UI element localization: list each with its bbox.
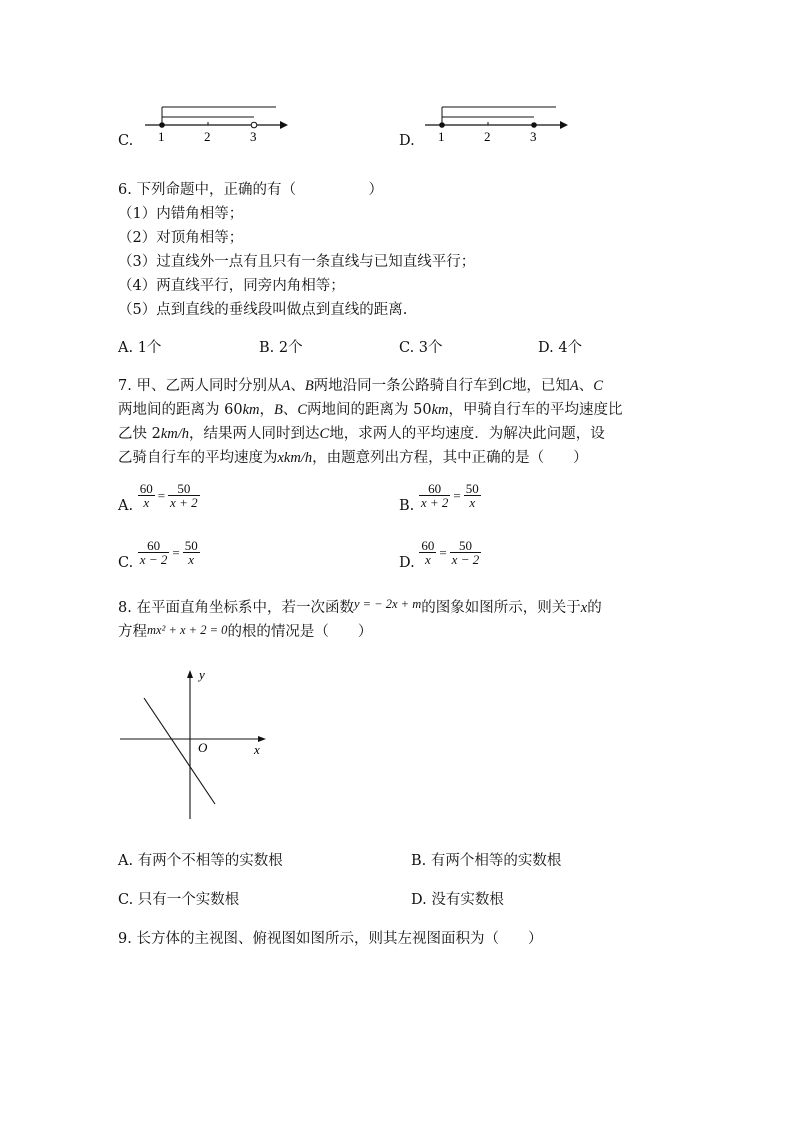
tick-label: 1 bbox=[438, 129, 445, 144]
q6-option-c: C. 3个 bbox=[399, 340, 443, 356]
x-axis-label: x bbox=[254, 742, 260, 757]
q6-item-1: （1）内错角相等； bbox=[118, 206, 244, 222]
q8-line-2: 方程mx² + x + 2 = 0的根的情况是（ ） bbox=[118, 623, 373, 640]
q5-option-d-label: D. bbox=[399, 133, 415, 149]
y-axis-label: y bbox=[199, 667, 205, 682]
q7-option-d: D. $\frac{60}{x}$ = $\frac{50}{x - 2}$ bbox=[399, 538, 480, 571]
q5-number-line-c bbox=[140, 98, 290, 144]
q7-option-a: A. $\frac{60}{x}$ = $\frac{50}{x + 2}$ bbox=[118, 481, 198, 514]
tick-label: 3 bbox=[250, 129, 257, 144]
q8-option-d: D. 没有实数根 bbox=[411, 892, 504, 908]
q6-item-2: （2）对顶角相等； bbox=[118, 230, 244, 246]
q8-option-a: A. 有两个不相等的实数根 bbox=[118, 853, 283, 869]
q5-number-line-d bbox=[420, 98, 570, 144]
q7-option-c: C. $\frac{60}{x - 2}$ = $\frac{50}{x}$ bbox=[118, 538, 198, 571]
q6-option-d: D. 4个 bbox=[538, 340, 583, 356]
q9-stem: 9. 长方体的主视图、俯视图如图所示，则其左视图面积为（ ） bbox=[118, 931, 543, 947]
fraction: $\frac{50}{x}$ bbox=[465, 481, 479, 510]
tick-label: 2 bbox=[204, 129, 211, 144]
q6-option-a: A. 1个 bbox=[118, 340, 162, 356]
q7-option-b: B. $\frac{60}{x + 2}$ = $\frac{50}{x}$ bbox=[399, 481, 479, 514]
q6-item-4: （4）两直线平行，同旁内角相等； bbox=[118, 278, 345, 294]
fraction: $\frac{60}{x}$ bbox=[139, 481, 153, 510]
q7-line-3: 乙快 2km/h，结果两人同时到达C地，求两人的平均速度．为解决此问题，设 bbox=[118, 426, 605, 442]
q8-coordinate-graph bbox=[116, 664, 276, 824]
q7-line-1: 7. 甲、乙两人同时分别从A、B两地沿同一条公路骑自行车到C地，已知A、C bbox=[118, 378, 603, 394]
fraction: $\frac{50}{x}$ bbox=[184, 538, 198, 567]
fraction: $\frac{50}{x + 2}$ bbox=[170, 481, 198, 510]
q7-line-2: 两地间的距离为 60km，B、C两地间的距离为 50km，甲骑自行车的平均速度比 bbox=[118, 402, 623, 418]
fraction: $\frac{60}{x}$ bbox=[421, 538, 435, 567]
q6-option-b: B. 2个 bbox=[259, 340, 303, 356]
fraction: $\frac{50}{x - 2}$ bbox=[451, 538, 480, 567]
q6-item-5: （5）点到直线的垂线段叫做点到直线的距离. bbox=[118, 302, 408, 318]
q5-option-c-label: C. bbox=[118, 133, 134, 149]
tick-label: 1 bbox=[158, 129, 165, 144]
q7-line-4: 乙骑自行车的平均速度为xkm/h，由题意列出方程，其中正确的是（ ） bbox=[118, 450, 588, 466]
tick-label: 3 bbox=[530, 129, 537, 144]
tick-label: 2 bbox=[484, 129, 491, 144]
fraction: $\frac{60}{x + 2}$ bbox=[420, 481, 449, 510]
q8-line-1: 8. 在平面直角坐标系中，若一次函数y = − 2x + m的图象如图所示，则关于x的 bbox=[118, 597, 602, 616]
origin-label: O bbox=[198, 740, 208, 755]
q8-option-c: C. 只有一个实数根 bbox=[118, 892, 240, 908]
fraction: $\frac{60}{x - 2}$ bbox=[139, 538, 168, 567]
q6-stem: 6. 下列命题中，正确的有（ ） bbox=[118, 182, 383, 198]
q8-option-b: B. 有两个相等的实数根 bbox=[411, 853, 562, 869]
q6-item-3: （3）过直线外一点有且只有一条直线与已知直线平行； bbox=[118, 254, 476, 270]
